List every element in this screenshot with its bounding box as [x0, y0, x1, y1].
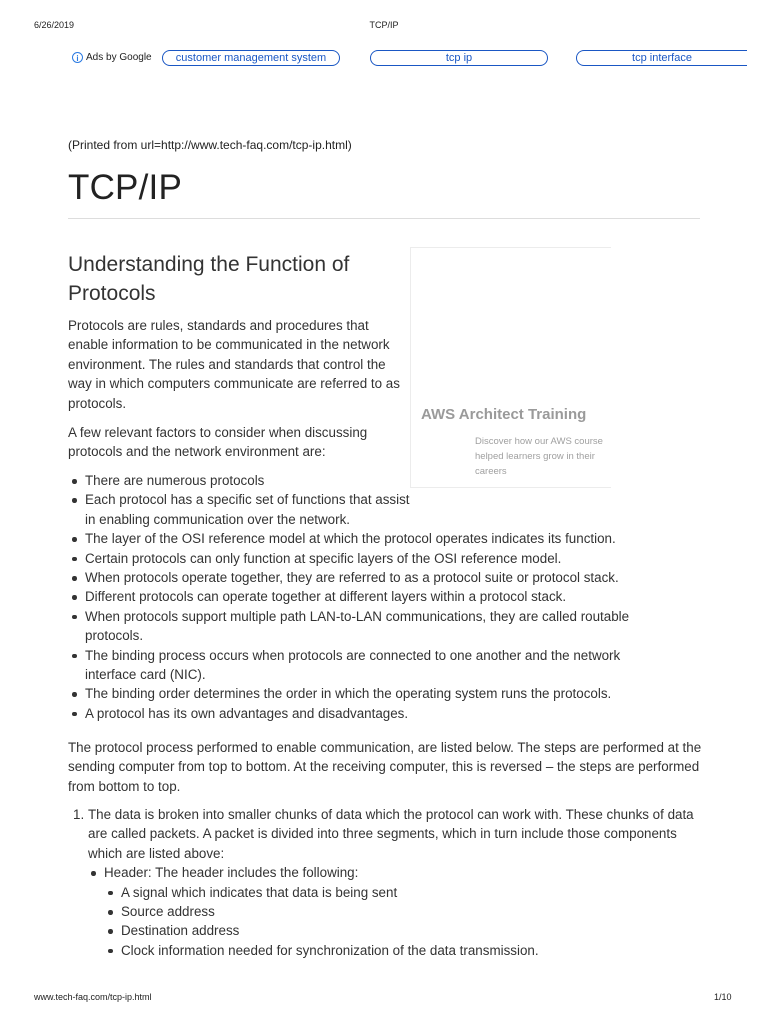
list-item-text: A signal which indicates that data is being sent: [121, 884, 398, 900]
factors-intro-paragraph: A few relevant factors to consider when discussing protocols and the network environment are:: [68, 425, 368, 460]
step-sub-list: [104, 863, 703, 960]
list-item: [85, 549, 700, 568]
ads-by-google[interactable]: [72, 52, 152, 63]
step-number: 1.: [73, 807, 85, 822]
print-header-title: TCP/IP: [369, 20, 399, 30]
bullet: [72, 692, 77, 697]
bullet: [72, 654, 77, 659]
steps-list: [73, 805, 703, 960]
list-item: [121, 921, 703, 940]
list-item: [85, 490, 410, 529]
ad-description: Discover how our AWS course helped learners grow in their careers: [475, 436, 603, 477]
list-item-text: A protocol has its own advantages and disadvantages.: [85, 705, 409, 721]
bullet: [72, 537, 77, 542]
bullet: [72, 712, 77, 717]
bullet: [108, 910, 113, 915]
list-item-text: Each protocol has a specific set of functions that assist in enabling communication over the network.: [85, 492, 410, 527]
list-item: [121, 941, 703, 960]
bullet: [108, 929, 113, 934]
list-item: [85, 646, 675, 685]
list-item-text: There are numerous protocols: [85, 473, 265, 488]
ad-box[interactable]: [410, 247, 611, 488]
list-item-text: The binding process occurs when protocols are connected to one another and the network interface card (NIC).: [85, 647, 621, 683]
list-item: [121, 902, 703, 921]
list-item: [85, 568, 700, 587]
header-components-list: [121, 883, 703, 961]
step-item: [73, 805, 703, 960]
ads-label-text: Ads by Google: [86, 52, 152, 63]
list-item-text: When protocols operate together, they are referred to as a protocol suite or protocol stack.: [85, 570, 619, 586]
section-heading: Understanding the Function of Protocols: [68, 253, 350, 305]
list-item-text: When protocols support multiple path LAN-to-LAN communications, they are called routable protocols.: [85, 608, 630, 644]
list-item: [85, 471, 395, 490]
bullet: [72, 615, 77, 620]
list-item: [104, 863, 703, 960]
bullet: [72, 576, 77, 581]
process-paragraph: The protocol process performed to enable communication, are listed below. The steps are performed at the sending computer from top to bottom. At the receiving computer, this is reversed – the steps are performed from bottom to top.: [68, 740, 702, 794]
bullet: [72, 595, 77, 600]
list-item-text: The layer of the OSI reference model at which the protocol operates indicates its function.: [85, 531, 616, 547]
list-item-text: Certain protocols can only function at specific layers of the OSI reference model.: [85, 550, 562, 566]
page-title: TCP/IP: [68, 168, 182, 207]
list-item-text: The binding order determines the order in which the operating system runs the protocols.: [85, 686, 612, 702]
bullet: [72, 498, 77, 503]
list-item-text: Different protocols can operate together at different layers within a protocol stack.: [85, 589, 567, 605]
list-item: [85, 607, 685, 646]
footer-url: www.tech-faq.com/tcp-ip.html: [34, 992, 152, 1002]
title-divider: [68, 218, 700, 219]
bullet: [108, 949, 113, 954]
footer-page-number: 1/10: [714, 992, 732, 1002]
bullet: [72, 557, 77, 562]
info-icon: i: [72, 52, 83, 63]
ad-chip-customer-management[interactable]: customer management system: [162, 50, 340, 66]
print-date: 6/26/2019: [34, 20, 75, 30]
bullet: [72, 479, 77, 484]
ad-chip-tcp-ip[interactable]: tcp ip: [370, 50, 548, 66]
list-item: [85, 704, 700, 723]
list-item: [85, 587, 700, 606]
step-text: The data is broken into smaller chunks of data which the protocol can work with. These chunks of data are called packets. A packet is divided into three segments, which in turn include those components which are listed above:: [88, 807, 694, 861]
factors-list: [85, 471, 700, 723]
list-item-text: Clock information needed for synchronization of the data transmission.: [121, 942, 539, 958]
list-item-text: Source address: [121, 904, 215, 920]
bullet: [91, 871, 96, 876]
list-item-text: Header: The header includes the following:: [104, 865, 359, 881]
ad-title[interactable]: AWS Architect Training: [421, 406, 587, 423]
printed-from-url: (Printed from url=http://www.tech-faq.com/tcp-ip.html): [68, 138, 352, 152]
intro-paragraph: Protocols are rules, standards and procedures that enable information to be communicated in the network environment. The rules and standards that control the way in which computers communicate are referred to as protocols.: [68, 318, 400, 411]
list-item: [121, 883, 703, 902]
list-item: [85, 684, 700, 703]
ad-chip-tcp-interface[interactable]: tcp interface: [576, 50, 747, 66]
list-item-text: Destination address: [121, 923, 240, 939]
bullet: [108, 891, 113, 896]
list-item: [85, 529, 700, 548]
